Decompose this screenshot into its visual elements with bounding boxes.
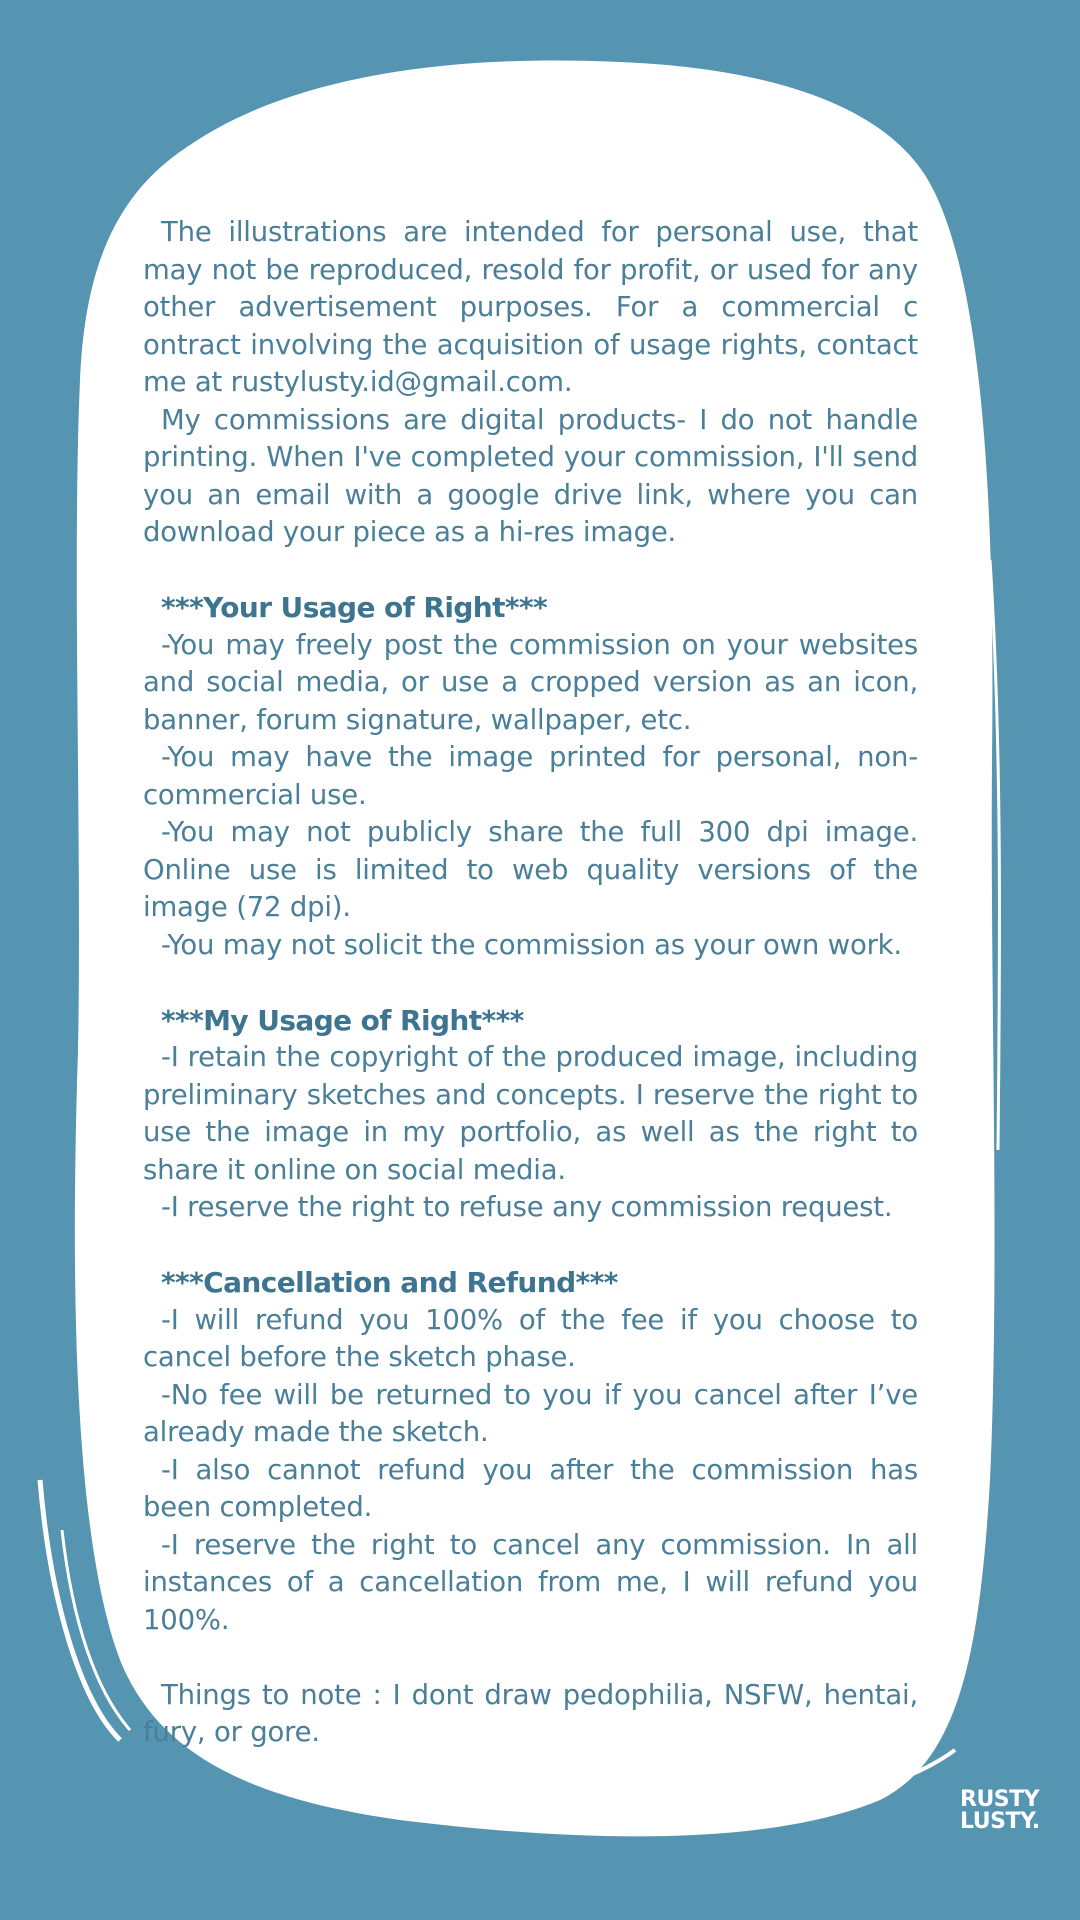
section-gap: [143, 1639, 918, 1677]
list-item: -I also cannot refund you after the commission has been completed.: [143, 1453, 918, 1523]
list-item: -You may freely post the commission on your websites and social media, or use a cropped version as an icon, banner, forum signature, wallpaper, etc.: [143, 628, 918, 736]
list-item: -You may not solicit the commission as your own work.: [161, 928, 902, 961]
section-gap: [143, 1227, 918, 1265]
list-item: -I reserve the right to refuse any commission request.: [161, 1191, 893, 1223]
list-item: -I will refund you 100% of the fee if you choose to cancel before the sketch phase.: [143, 1303, 918, 1373]
list-item: -I retain the copyright of the produced image, including preliminary sketches and concepts. I reserve the right to use the image in my portfolio, as well as the right to share it online on social media.: [143, 1041, 918, 1186]
intro-paragraph-usage: The illustrations are intended for personal use, that may not be reproduced, resold for profit, or used for any other advertisement purposes. For a commercial c ontract involving the acquisition of usage rights, contact me at rustylusty.id@gmail.com.: [143, 216, 918, 398]
terms-document: [143, 214, 918, 1752]
rustylusty-logo: [960, 1789, 1040, 1833]
list-item: -You may have the image printed for personal, non-commercial use.: [143, 741, 918, 811]
list-item: -No fee will be returned to you if you cancel after I’ve already made the sketch.: [143, 1378, 918, 1448]
things-to-note: Things to note : I dont draw pedophilia, NSFW, hentai, fury, or gore.: [143, 1678, 918, 1748]
list-item: -I reserve the right to cancel any commission. In all instances of a cancellation from me, I will refund you 100%.: [143, 1528, 918, 1636]
section-heading-your-usage: ***Your Usage of Right***: [161, 591, 548, 624]
logo-line-1: RUSTY: [960, 1787, 1040, 1812]
list-item: -You may not publicly share the full 300 dpi image. Online use is limited to web quality versions of the image (72 dpi).: [143, 816, 918, 923]
intro-paragraph-digital: My commissions are digital products- I do not handle printing. When I've completed your commission, I'll send you an email with a google drive link, where you can download your piece as a hi-res image.: [143, 403, 918, 548]
section-gap: [143, 964, 918, 1002]
logo-line-2: LUSTY.: [960, 1809, 1040, 1834]
section-gap: [143, 552, 918, 590]
section-heading-cancellation: ***Cancellation and Refund***: [161, 1266, 618, 1299]
section-heading-my-usage: ***My Usage of Right***: [161, 1003, 524, 1037]
